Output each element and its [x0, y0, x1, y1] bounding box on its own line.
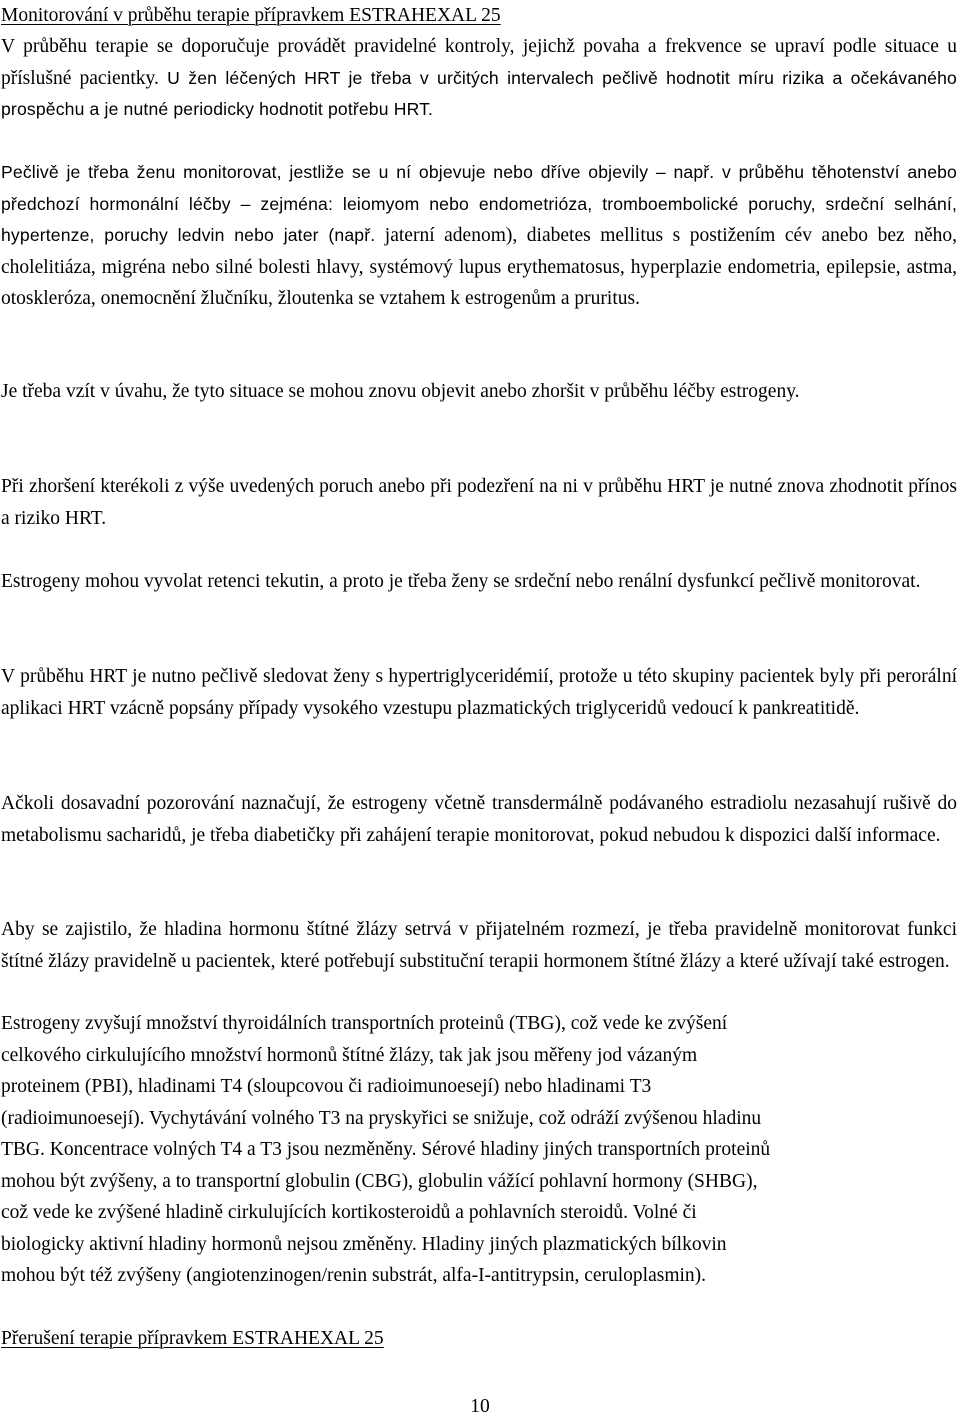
binding-proteins-line: (radioimunoesejí). Vychytávání volného T3 na pryskyřici se snižuje, což odráží zvýšenou hladinu	[1, 1107, 762, 1129]
intro-sans-text: U žen léčených HRT je třeba v určitých intervalech pečlivě hodnotit míru rizika a očekávaného prospěchu a je nutné periodicky hodnotit potřebu HRT.	[1, 67, 957, 119]
paragraph-diabetes: Ačkoli dosavadní pozorování naznačují, že estrogeny včetně transdermálně podávaného estradiolu nezasahují rušivě do metabolismu sacharidů, je třeba diabetičky při zahájení terapie monitorovat, pokud nebudou k dispozici další informace.	[1, 793, 957, 846]
binding-proteins-line: mohou být též zvýšeny (angiotenzinogen/renin substrát, alfa-I-antitrypsin, ceruloplasmin).	[1, 1265, 707, 1286]
paragraph-binding-proteins	[1, 1008, 957, 1292]
paragraph-reappear: Je třeba vzít v úvahu, že tyto situace se mohou znovu objevit anebo zhoršit v průběhu léčby estrogeny.	[1, 381, 800, 402]
binding-proteins-line: celkového cirkulujícího množství hormonů štítné žlázy, tak jak jsou měřeny jod vázaným	[1, 1044, 698, 1066]
conditions-serif-text: jaterní adenom), diabetes mellitus s postižením cév anebo bez něho, cholelitiáza, migréna nebo silné bolesti hlavy, systémový lupus erythematosus, hyperplazie endometria, epilepsie, astma, otoskleróza, onemocnění žlučníku, žloutenka se vztahem k estrogenům a pruritus.	[1, 225, 957, 309]
section-heading-discontinuation: Přerušení terapie přípravkem ESTRAHEXAL 25	[1, 1328, 384, 1349]
intro-serif-text: V průběhu terapie se doporučuje provádět pravidelné kontroly, jejichž povaha a frekvence se upraví podle situace u příslušné pacientky.	[1, 36, 957, 89]
paragraph-hypertriglyceridemia: V průběhu HRT je nutno pečlivě sledovat ženy s hypertriglyceridémií, protože u této skupiny pacientek byly při perorální aplikaci HRT vzácně popsány případy vysokého vzestupu plazmatických triglyceridů vedoucí k pankreatitidě.	[1, 666, 957, 719]
paragraph-thyroid: Aby se zajistilo, že hladina hormonu štítné žlázy setrvá v přijatelném rozmezí, je třeba pravidelně monitorovat funkci štítné žlázy pravidelně u pacientek, které potřebují substituční terapii hormonem štítné žlázy a které užívají také estrogen.	[1, 919, 957, 972]
conditions-sans-text: Pečlivě je třeba ženu monitorovat, jestliže se u ní objevuje nebo dříve objevily – např. v průběhu těhotenství anebo předchozí hormonální léčby – zejména: leiomyom nebo endometrióza, tromboembolické poruchy, srdeční selhání, hypertenze, poruchy ledvin nebo jater (např.	[1, 162, 957, 245]
paragraph-monitor-conditions	[1, 157, 957, 315]
binding-proteins-line: Estrogeny zvyšují množství thyroidálních transportních proteinů (TBG), což vede ke zvýšení	[1, 1013, 728, 1034]
paragraph-worsening: Při zhoršení kterékoli z výše uvedených poruch anebo při podezření na ni v průběhu HRT je nutné znova zhodnotit přínos a riziko HRT.	[1, 476, 957, 529]
paragraph-intro	[1, 31, 957, 126]
page-number: 10	[470, 1396, 490, 1417]
binding-proteins-line: což vede ke zvýšené hladině cirkulujících kortikosteroidů a pohlavních steroidů. Volné či	[1, 1202, 697, 1223]
paragraph-fluid-retention: Estrogeny mohou vyvolat retenci tekutin, a proto je třeba ženy se srdeční nebo renální dysfunkcí pečlivě monitorovat.	[1, 571, 921, 592]
binding-proteins-line: proteinem (PBI), hladinami T4 (sloupcovou či radioimunoesejí) nebo hladinami T3	[1, 1076, 652, 1097]
binding-proteins-line: biologicky aktivní hladiny hormonů nejsou změněny. Hladiny jiných plazmatických bílkovin	[1, 1233, 727, 1255]
binding-proteins-line: TBG. Koncentrace volných T4 a T3 jsou nezměněny. Sérové hladiny jiných transportních proteinů	[1, 1139, 771, 1160]
section-heading-monitoring: Monitorování v průběhu terapie přípravkem ESTRAHEXAL 25	[1, 5, 501, 26]
binding-proteins-line: mohou být zvýšeny, a to transportní globulin (CBG), globulin vážící pohlavní hormony (SHBG),	[1, 1170, 758, 1192]
